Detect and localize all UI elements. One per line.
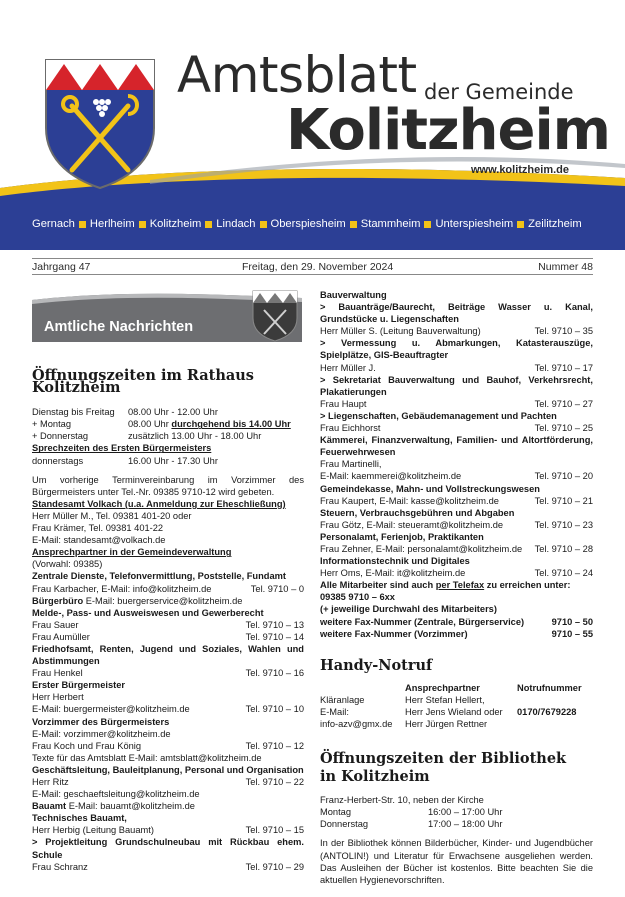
contact-row <box>320 567 593 579</box>
contact-name: Frau Sauer <box>32 619 79 630</box>
department-heading: > Bauanträge/Baurecht, Beiträge Wasser u. Kanal, Grundstücke u. Liegenschaften <box>320 302 593 325</box>
contact-line: E-Mail: vorzimmer@kolitzheim.de <box>32 728 171 739</box>
department-heading: Kämmerei, Finanzverwaltung, Familien- und Altortförderung, Feuerwehrwesen <box>320 435 593 458</box>
bibliothek-text: In der Bibliothek können Bilderbücher, Kinder- und Jugendbücher (ANTOLIN!) und Literatur für Erwachsene ausgeliehen werden. Das Ausleihen der Bücher ist kostenlos. Bitte beachten Sie die aktuellen Hygienevorschriften. <box>320 838 593 885</box>
standesamt-line: Frau Krämer, Tel. 09381 401-22 <box>32 523 164 534</box>
contact-phone: Tel. 9710 – 14 <box>245 631 304 642</box>
right-column <box>320 289 593 886</box>
fax-number: 09385 9710 – 6xx <box>320 592 395 603</box>
sprechzeiten-heading: Sprechzeiten des Ersten Bürgermeisters <box>32 443 212 454</box>
contact-name: Frau Zehner, E-Mail: personalamt@kolitzheim.de <box>320 543 523 554</box>
hours-day: Donnerstag <box>320 819 369 830</box>
department-heading: Geschäftsleitung, Bauleitplanung, Personal und Organisation <box>32 764 304 775</box>
contact-phone: Tel. 9710 – 0 <box>250 583 304 594</box>
hours-day: Montag <box>320 807 352 818</box>
contact-row <box>320 495 593 507</box>
contact-name: Herr Müller S. (Leitung Bauverwaltung) <box>320 326 481 337</box>
district-name: Unterspiesheim <box>435 218 514 230</box>
issue-number: Nummer 48 <box>538 261 593 273</box>
contact-name: Herr Herbig (Leitung Bauamt) <box>32 825 154 836</box>
contact-row <box>32 740 304 752</box>
separator-square-icon <box>79 221 86 228</box>
district-list <box>32 218 602 230</box>
bibliothek-hours <box>320 806 593 830</box>
vorwahl-note: (Vorwahl: 09385) <box>32 559 103 570</box>
separator-square-icon <box>424 221 431 228</box>
contact-row <box>32 776 304 788</box>
contact-row <box>32 703 304 715</box>
notruf-heading: Handy-Notruf <box>320 656 433 674</box>
standesamt-email: E-Mail: standesamt@volkach.de <box>32 535 166 546</box>
rathaus-hours <box>32 406 304 442</box>
department-heading: > Vermessung u. Abmarkungen, Katasterauszüge, Spielplätze, GIS-Beauftragter <box>320 338 593 361</box>
contact-phone: Tel. 9710 – 15 <box>245 825 304 836</box>
hours-time: 17:00 – 18:00 Uhr <box>428 819 503 830</box>
hours-time: 08.00 Uhr durchgehend bis 14.00 Uhr <box>128 419 291 430</box>
contact-name: Herr Ritz <box>32 777 69 787</box>
contact-row <box>320 470 593 482</box>
contact-phone: Tel. 9710 – 17 <box>534 362 593 373</box>
standesamt-line: Herr Müller M., Tel. 09381 401-20 oder <box>32 510 192 521</box>
contact-phone: Tel. 9710 – 10 <box>245 704 304 715</box>
rathaus-heading: Öffnungszeiten im Rathaus Kolitzheim <box>32 367 254 397</box>
department-heading: Personalamt, Ferienjob, Praktikanten <box>320 531 484 542</box>
district-name: Herlheim <box>89 218 135 230</box>
department-heading: > Projektleitung Grundschulneubau mit Rückbau ehem. Schule <box>32 837 304 860</box>
contact-phone: Tel. 9710 – 28 <box>534 543 593 554</box>
district-name: Oberspiesheim <box>270 218 346 230</box>
ansprechpartner-heading: Ansprechpartner in der Gemeindeverwaltung <box>32 547 232 558</box>
department-heading: Friedhofsamt, Renten, Jugend und Soziales, Wahlen und Abstimmungen <box>32 643 304 667</box>
issue-info-bar <box>32 258 593 275</box>
contact-name: Frau Haupt <box>320 398 367 409</box>
contact-row <box>32 667 304 679</box>
contact-row <box>32 619 304 631</box>
department-heading: Technisches Bauamt, <box>32 813 127 824</box>
district-name: Gernach <box>32 218 75 230</box>
district-name: Zeilitzheim <box>528 218 582 230</box>
contact-name: E-Mail: kaemmerei@kolitzheim.de <box>320 471 462 482</box>
notruf-col-header: Ansprechpartner <box>405 682 480 693</box>
notruf-cell: Herr Stefan Hellert, <box>405 694 485 705</box>
department-heading: Informationstechnik und Digitales <box>320 556 470 567</box>
small-crest-icon <box>252 290 298 342</box>
contact-row <box>320 422 593 434</box>
issue-date: Freitag, den 29. November 2024 <box>242 261 394 273</box>
separator-square-icon <box>139 221 146 228</box>
contact-name: Frau Henkel <box>32 668 83 679</box>
contact-name: Frau Karbacher, E-Mail: info@kolitzheim.de <box>32 583 212 594</box>
contact-name: Frau Schranz <box>32 861 88 872</box>
contact-line: E-Mail: geschaeftsleitung@kolitzheim.de <box>32 789 200 800</box>
separator-square-icon <box>517 221 524 228</box>
contact-phone: Tel. 9710 – 23 <box>534 519 593 530</box>
department-heading: > Liegenschaften, Gebäudemanagement und Pachten <box>320 410 557 421</box>
municipal-crest-icon <box>44 58 156 190</box>
contact-row <box>32 861 304 873</box>
contact-name: Frau Eichhorst <box>320 423 381 434</box>
contact-row <box>32 631 304 643</box>
fax-note: (+ jeweilige Durchwahl des Mitarbeiters) <box>320 604 497 615</box>
notruf-number: 0170/7679228 <box>517 707 577 717</box>
issue-volume: Jahrgang 47 <box>32 261 91 273</box>
contact-list <box>320 289 593 579</box>
fax-line: weitere Fax-Nummer (Vorzimmer) 9710 – 55 <box>320 628 593 639</box>
contact-line: Herr Herbert <box>32 692 84 703</box>
hours-day: donnerstags <box>32 455 84 466</box>
notruf-cell: E-Mail: <box>320 707 349 717</box>
department-heading: Erster Bürgermeister <box>32 680 126 691</box>
appointment-note: Um vorherige Terminvereinbarung im Vorzimmer des Bürgermeisters unter Tel.-Nr. 09385 9710-12 wird gebeten. <box>32 474 304 497</box>
fax-line: weitere Fax-Nummer (Zentrale, Bürgerservice) 9710 – 50 <box>320 616 593 627</box>
district-name: Stammheim <box>360 218 421 230</box>
hours-time: zusätzlich 13.00 Uhr - 18.00 Uhr <box>128 431 262 442</box>
fax-intro: Alle Mitarbeiter sind auch per Telefax zu erreichen unter: <box>320 580 571 591</box>
notruf-cell: Herr Jens Wieland oder <box>405 707 503 717</box>
department-heading: Zentrale Dienste, Telefonvermittlung, Poststelle, Fundamt <box>32 571 286 582</box>
contact-phone: Tel. 9710 – 16 <box>245 668 304 679</box>
hours-time: 08.00 Uhr - 12.00 Uhr <box>128 407 218 418</box>
district-name: Kolitzheim <box>149 218 202 230</box>
hours-day: + Montag <box>32 419 72 430</box>
department-heading: > Sekretariat Bauverwaltung und Bauhof, Verkehrsrecht, Plakatierungen <box>320 374 593 397</box>
notruf-cell: info-azv@gmx.de <box>320 719 393 730</box>
contact-phone: Tel. 9710 – 24 <box>534 568 593 579</box>
notruf-cell: Kläranlage <box>320 694 365 705</box>
contact-phone: Tel. 9710 – 22 <box>245 777 304 787</box>
separator-square-icon <box>350 221 357 228</box>
contact-row <box>32 824 304 836</box>
masthead-title: Amtsblatt <box>177 46 417 104</box>
department-heading: Melde-, Pass- und Ausweiswesen und Gewerberecht <box>32 607 264 618</box>
contact-line: Frau Martinelli, <box>320 459 382 470</box>
contact-name: E-Mail: buergermeister@kolitzheim.de <box>32 704 190 715</box>
contact-phone: Tel. 9710 – 12 <box>245 740 304 751</box>
masthead-subtitle: der Gemeinde <box>424 80 574 104</box>
separator-square-icon <box>260 221 267 228</box>
contact-name: Frau Aumüller <box>32 631 90 642</box>
contact-line: Bauamt E-Mail: bauamt@kolitzheim.de <box>32 801 195 812</box>
contact-phone: Tel. 9710 – 13 <box>245 619 304 630</box>
contact-row <box>32 583 304 595</box>
left-column <box>32 367 304 873</box>
section-banner-label: Amtliche Nachrichten <box>44 319 194 335</box>
district-name: Lindach <box>216 218 256 230</box>
contact-list <box>32 570 304 872</box>
notruf-col-header: Notrufnummer <box>517 682 582 693</box>
notruf-cell: Herr Jürgen Rettner <box>405 719 488 730</box>
contact-name: Frau Götz, E-Mail: steueramt@kolitzheim.de <box>320 519 504 530</box>
contact-name: Frau Kaupert, E-Mail: kasse@kolitzheim.de <box>320 495 499 506</box>
notruf-cell <box>517 694 593 706</box>
contact-line: Bürgerbüro E-Mail: buergerservice@kolitzheim.de <box>32 595 243 606</box>
contact-phone: Tel. 9710 – 27 <box>534 398 593 409</box>
contact-phone: Tel. 9710 – 21 <box>534 495 593 506</box>
standesamt-heading: Standesamt Volkach (u.a. Anmeldung zur Eheschließung) <box>32 498 286 509</box>
hours-time: 16:00 – 17:00 Uhr <box>428 807 503 818</box>
contact-row <box>320 519 593 531</box>
separator-square-icon <box>205 221 212 228</box>
department-heading: Vorzimmer des Bürgermeisters <box>32 716 170 727</box>
hours-day: + Donnerstag <box>32 431 89 442</box>
hours-time: 16.00 Uhr - 17.30 Uhr <box>128 455 218 466</box>
notruf-table <box>320 682 593 730</box>
masthead <box>0 0 625 250</box>
department-heading: Bauverwaltung <box>320 290 387 300</box>
hours-day: Dienstag bis Freitag <box>32 407 115 418</box>
contact-row <box>320 362 593 374</box>
contact-phone: Tel. 9710 – 35 <box>534 326 593 337</box>
contact-name: Herr Müller J. <box>320 362 376 373</box>
bibliothek-address: Franz-Herbert-Str. 10, neben der Kirche <box>320 795 484 806</box>
contact-phone: Tel. 9710 – 25 <box>534 423 593 434</box>
sprechzeiten-hours <box>32 455 304 467</box>
bibliothek-heading: Öffnungszeiten der Bibliothek in Kolitzheim <box>320 750 567 786</box>
contact-phone: Tel. 9710 – 29 <box>245 861 304 872</box>
contact-line: Texte für das Amtsblatt E-Mail: amtsblatt@kolitzheim.de <box>32 752 262 763</box>
website-link[interactable]: www.kolitzheim.de <box>471 164 569 176</box>
contact-row <box>320 398 593 410</box>
contact-row <box>320 325 593 337</box>
contact-row <box>320 543 593 555</box>
contact-phone: Tel. 9710 – 20 <box>534 471 593 482</box>
contact-name: Frau Koch und Frau König <box>32 740 142 751</box>
contact-name: Herr Oms, E-Mail: it@kolitzheim.de <box>320 568 466 579</box>
masthead-municipality: Kolitzheim <box>286 98 611 163</box>
notruf-cell <box>517 718 593 730</box>
department-heading: Gemeindekasse, Mahn- und Vollstreckungswesen <box>320 483 540 494</box>
department-heading: Steuern, Verbrauchsgebühren und Abgaben <box>320 507 515 518</box>
